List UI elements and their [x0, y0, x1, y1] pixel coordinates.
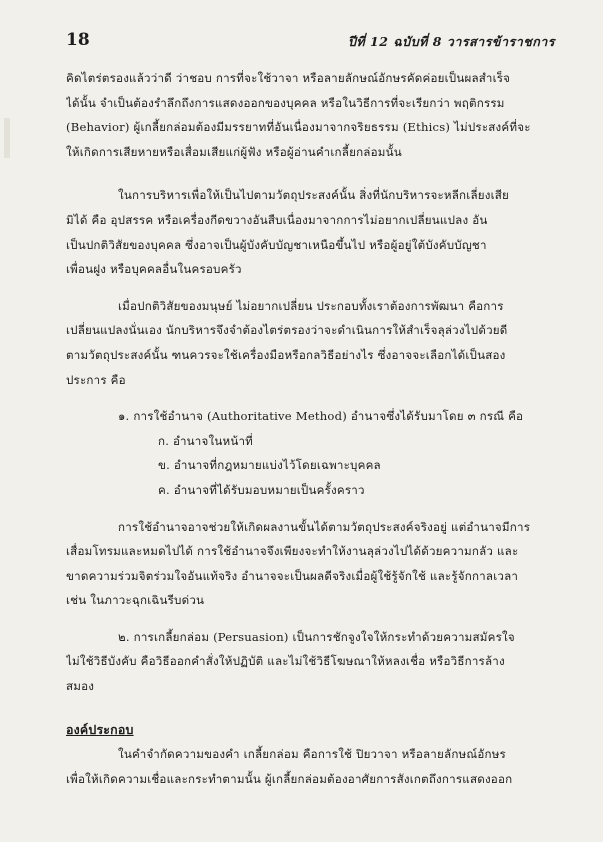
list-item-authority — [66, 404, 566, 502]
text-line: เมื่อปกติวิสัยของมนุษย์ ไม่อยากเปลี่ยน ประกอบทั้งเราต้องการพัฒนา คือการ — [118, 298, 504, 313]
section-heading: องค์ประกอบ — [66, 721, 134, 737]
text-line: เช่น ในภาวะฉุกเฉินรีบด่วน — [66, 593, 205, 608]
text-line: เป็นปกติวิสัยของบุคคล ซึ่งอาจเป็นผู้บังคับบัญชาเหนือขึ้นไป หรือผู้อยู่ใต้บังคับบัญชา — [66, 237, 487, 252]
text-line: ในการบริหารเพื่อให้เป็นไปตามวัตถุประสงค์นั้น สิ่งที่นักบริหารจะหลีกเลี่ยงเสีย — [118, 188, 510, 203]
text-line: เสื่อมโทรมและหมดไปได้ การใช้อำนาจจึงเพียงจะทำให้งานลุล่วงไปได้ด้วยความกลัว และ — [66, 544, 519, 559]
text-line: มิได้ คือ อุปสรรค หรือเครื่องกีดขวางอันสืบเนื่องมาจากการไม่อยากเปลี่ยนแปลง อัน — [66, 212, 488, 227]
text-line: คิดไตร่ตรองแล้วว่าดี ว่าชอบ การที่จะใช้วาจา หรือลายลักษณ์อักษรคัดค่อยเป็นผลสำเร็จ — [66, 71, 511, 85]
text-line: ในคำจำกัดความของคำ เกลี้ยกล่อม คือการใช้ ปิยวาจา หรือลายลักษณ์อักษร — [118, 747, 506, 762]
paragraph-authority-limits — [66, 515, 566, 613]
paragraph-ethics — [66, 66, 566, 164]
text-line: ประการ คือ — [66, 372, 126, 387]
text-line: (Behavior) ผู้เกลี้ยกล่อมต้องมีมรรยาทที่อันเนื่องมาจากจริยธรรม (Ethics) ไม่ประสงค์ที่จะ — [66, 120, 531, 135]
text-line: ได้นั้น จำเป็นต้องรำลึกถึงการแสดงออกของบุคคล หรือในวิธีการที่จะเรียกว่า พฤติกรรม — [66, 95, 505, 110]
list-item-persuasion — [66, 625, 566, 699]
sub-item: ค. อำนาจที่ได้รับมอบหมายเป็นครั้งคราว — [158, 482, 365, 497]
page-header — [66, 30, 555, 52]
page-body — [66, 66, 566, 791]
paragraph-components — [66, 742, 566, 791]
text-line: ตามวัตถุประสงค์นั้น ฑนควรจะใช้เครื่องมือหรือกลวิธีอย่างไร ซึ่งอาจจะเลือกได้เป็นสอง — [66, 347, 506, 362]
sub-item: ข. อำนาจที่กฎหมายแบ่งไว้โดยเฉพาะบุคคล — [158, 458, 381, 473]
text-line: เพื่อให้เกิดความเชื่อและกระทำตามนั้น ผู้เกลี้ยกล่อมต้องอาศัยการสังเกตถึงการแสดงออก — [66, 771, 513, 786]
text-line: สมอง — [66, 679, 95, 694]
text-line: เพื่อนฝูง หรือบุคคลอื่นในครอบครัว — [66, 262, 242, 277]
list-item-heading: ๑. การใช้อำนาจ (Authoritative Method) อำนาจซึ่งได้รับมาโดย ๓ กรณี คือ — [118, 409, 524, 424]
list-item-heading: ๒. การเกลี้ยกล่อม (Persuasion) เป็นการชักจูงใจให้กระทำด้วยความสมัครใจ — [118, 629, 515, 644]
text-line: เปลี่ยนแปลงนั่นเอง นักบริหารจึงจำต้องไตร่ตรองว่าจะดำเนินการให้สำเร็จลุล่วงไปด้วยดี — [66, 323, 508, 338]
text-line: ไม่ใช้วิธีบังคับ คือวิธีออกคำสั่งให้ปฏิบัติ และไม่ใช้วิธีโฆษณาให้หลงเชื่อ หรือวิธีการล้าง — [66, 654, 505, 669]
paragraph-obstacles — [66, 183, 566, 281]
sub-item: ก. อำนาจในหน้าที่ — [158, 433, 253, 448]
scan-artifact — [4, 118, 10, 158]
paragraph-change — [66, 294, 566, 392]
text-line: ขาดความร่วมจิตร่วมใจอันแท้จริง อำนาจจะเป็นผลดีจริงเมื่อผู้ใช้รู้จักใช้ และรู้จักกาลเวลา — [66, 568, 519, 583]
journal-issue-info: ปีที่ 12 ฉบับที่ 8 วารสารข้าราชการ — [348, 34, 555, 49]
page-number: 18 — [66, 30, 90, 50]
text-line: การใช้อำนาจอาจช่วยให้เกิดผลงานขั้นได้ตามวัตถุประสงค์จริงอยู่ แต่อำนาจมีการ — [118, 519, 531, 534]
text-line: ให้เกิดการเสียหายหรือเสื่อมเสียแก่ผู้ฟัง หรือผู้อ่านคำเกลี้ยกล่อมนั้น — [66, 144, 402, 159]
